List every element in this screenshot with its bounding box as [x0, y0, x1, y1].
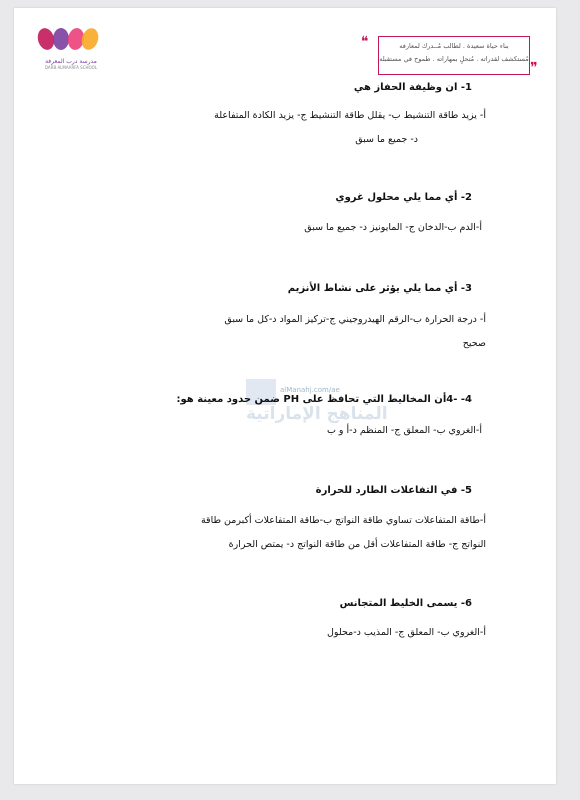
- question-2-options: أ-الدم ب-الدخان ج- المايونيز د- جميع ما سبق: [304, 222, 482, 233]
- logo-subtitle: DARB ALMAARFA SCHOOL: [44, 65, 98, 70]
- question-6-options: أ-الغروي ب- المعلق ج- المذيب د-محلول: [327, 627, 486, 638]
- question-5-options-cont: النواتج ج- طاقة المتفاعلات أقل من طاقة النواتج د- يمتص الحرارة: [228, 539, 486, 550]
- school-motto-banner: [378, 36, 530, 75]
- quote-mark-left: ❝: [361, 34, 369, 50]
- question-3-options: أ- درجة الحرارة ب-الرقم الهيدروجيني ج-تركيز المواد د-كل ما سبق: [224, 314, 486, 325]
- quote-mark-right: ❞: [530, 60, 538, 76]
- question-3-options-cont: صحيح: [462, 338, 486, 349]
- watermark-url: alManahj.com/ae: [280, 386, 340, 394]
- watermark-text: المناهج الإماراتية: [246, 404, 388, 424]
- logo-mark: [36, 28, 106, 54]
- question-6-title: 6- يسمى الخليط المتجانس: [339, 598, 472, 609]
- question-4-options: أ-الغروي ب- المعلق ج- المنظم د-أ و ب: [326, 425, 482, 436]
- question-5-title: 5- في التفاعلات الطارد للحرارة: [315, 485, 472, 496]
- question-1-title: 1- ان وظيفة الحفاز هي: [353, 82, 472, 93]
- question-3-title: 3- أي مما يلي يؤثر على نشاط الأنزيم: [287, 283, 472, 294]
- question-4-title: 4- -4أن المخاليط التي تحافظ على PH ضمن حدود معينة هو:: [176, 394, 472, 405]
- question-2-title: 2- أي مما يلي محلول غروي: [335, 192, 472, 203]
- question-5-options: أ-طاقة المتفاعلات تساوي طاقة النواتج ب-طاقة المتفاعلات أكبرمن طاقة: [200, 515, 486, 526]
- logo-name: مدرسة درب المعرفة: [45, 58, 97, 65]
- question-1-options-cont: د- جميع ما سبق: [355, 134, 418, 145]
- school-logo: [36, 28, 106, 70]
- document-page: [14, 8, 556, 784]
- motto-line-2: مُستكشف لقدراته . مُتحلٍ بمهاراته . طموح في مستقبله: [379, 55, 529, 63]
- question-1-options: أ- يزيد طاقة التنشيط ب- يقلل طاقة التنشيط ج- يزيد الكادة المتفاعلة: [214, 110, 486, 121]
- motto-line-1: بناء حياة سعيدة . لطالب مُــدرك لمعارفه: [399, 42, 509, 50]
